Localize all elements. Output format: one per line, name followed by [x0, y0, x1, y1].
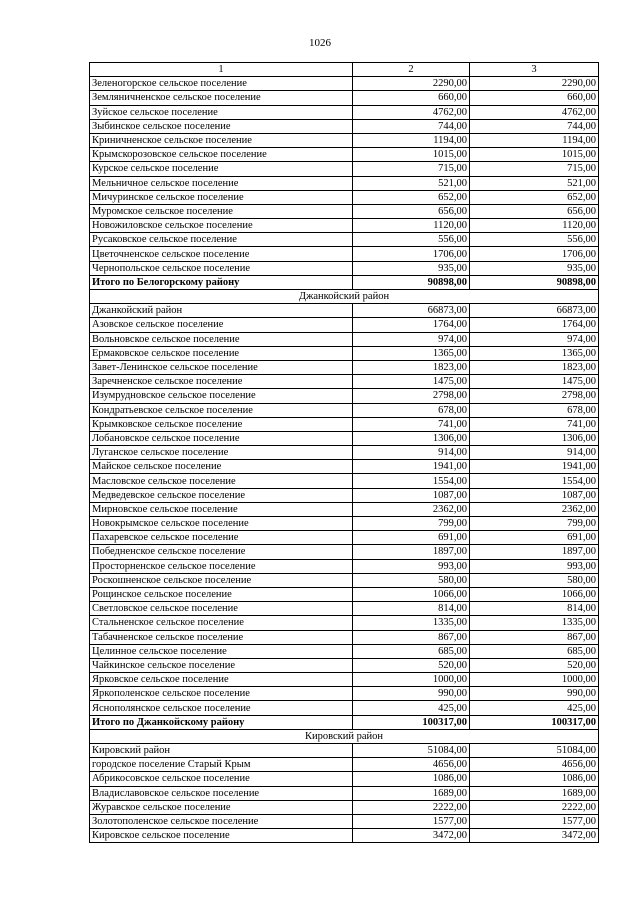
- row-value-col-2: 2290,00: [353, 77, 470, 91]
- row-value-col-3: 1764,00: [470, 318, 599, 332]
- row-value-col-2: 2798,00: [353, 389, 470, 403]
- row-value-col-2: 652,00: [353, 190, 470, 204]
- row-name: Ермаковское сельское поселение: [90, 346, 353, 360]
- row-name: Стальненское сельское поселение: [90, 616, 353, 630]
- row-value-col-2: 1335,00: [353, 616, 470, 630]
- section-title: Кировский район: [90, 729, 599, 743]
- row-name: Земляничненское сельское поселение: [90, 91, 353, 105]
- table-row: [90, 602, 599, 616]
- row-value-col-2: 1087,00: [353, 488, 470, 502]
- total-row: [90, 715, 599, 729]
- table-row: [90, 346, 599, 360]
- table-row: [90, 587, 599, 601]
- header-col-2: 2: [353, 63, 470, 77]
- row-name: Новожиловское сельское поселение: [90, 219, 353, 233]
- table-row: [90, 531, 599, 545]
- total-row: [90, 275, 599, 289]
- table-row: [90, 318, 599, 332]
- table-row: [90, 389, 599, 403]
- row-name: Итого по Белогорскому району: [90, 275, 353, 289]
- table-row: [90, 474, 599, 488]
- row-name: Чернопольское сельское поселение: [90, 261, 353, 275]
- table-row: [90, 630, 599, 644]
- row-value-col-2: 660,00: [353, 91, 470, 105]
- row-value-col-2: 814,00: [353, 602, 470, 616]
- table-row: [90, 829, 599, 843]
- row-name: Чайкинское сельское поселение: [90, 658, 353, 672]
- row-value-col-2: 1706,00: [353, 247, 470, 261]
- row-name: Рощинское сельское поселение: [90, 587, 353, 601]
- row-value-col-2: 556,00: [353, 233, 470, 247]
- table-body: [90, 77, 599, 843]
- row-name: Луганское сельское поселение: [90, 446, 353, 460]
- row-name: Кировское сельское поселение: [90, 829, 353, 843]
- row-name: Муромское сельское поселение: [90, 204, 353, 218]
- row-value-col-3: 1689,00: [470, 786, 599, 800]
- row-name: Ярковское сельское поселение: [90, 673, 353, 687]
- row-name: Победненское сельское поселение: [90, 545, 353, 559]
- row-value-col-3: 1066,00: [470, 587, 599, 601]
- row-value-col-2: 521,00: [353, 176, 470, 190]
- table-row: [90, 247, 599, 261]
- row-value-col-3: 974,00: [470, 332, 599, 346]
- row-value-col-2: 990,00: [353, 687, 470, 701]
- row-value-col-3: 4656,00: [470, 758, 599, 772]
- row-value-col-3: 1015,00: [470, 148, 599, 162]
- row-value-col-2: 4762,00: [353, 105, 470, 119]
- row-value-col-3: 744,00: [470, 119, 599, 133]
- row-name: Пахаревское сельское поселение: [90, 531, 353, 545]
- row-name: Крымскорозовское сельское поселение: [90, 148, 353, 162]
- table-row: [90, 616, 599, 630]
- row-value-col-3: 4762,00: [470, 105, 599, 119]
- row-value-col-3: 580,00: [470, 573, 599, 587]
- table-row: [90, 119, 599, 133]
- row-name: Журавское сельское поселение: [90, 800, 353, 814]
- row-value-col-3: 993,00: [470, 559, 599, 573]
- row-name: Крымковское сельское поселение: [90, 417, 353, 431]
- row-value-col-3: 935,00: [470, 261, 599, 275]
- table-row: [90, 673, 599, 687]
- row-value-col-3: 2290,00: [470, 77, 599, 91]
- row-value-col-2: 691,00: [353, 531, 470, 545]
- table-row: [90, 744, 599, 758]
- row-value-col-3: 1335,00: [470, 616, 599, 630]
- row-value-col-3: 652,00: [470, 190, 599, 204]
- table-row: [90, 658, 599, 672]
- table-row: [90, 261, 599, 275]
- table-row: [90, 304, 599, 318]
- row-value-col-2: 974,00: [353, 332, 470, 346]
- table-row: [90, 375, 599, 389]
- row-name: Абрикосовское сельское поселение: [90, 772, 353, 786]
- row-value-col-2: 1000,00: [353, 673, 470, 687]
- table-row: [90, 133, 599, 147]
- table-row: [90, 162, 599, 176]
- row-value-col-2: 715,00: [353, 162, 470, 176]
- row-value-col-3: 1000,00: [470, 673, 599, 687]
- row-value-col-3: 741,00: [470, 417, 599, 431]
- table-row: [90, 644, 599, 658]
- row-value-col-2: 90898,00: [353, 275, 470, 289]
- row-name: Завет-Ленинское сельское поселение: [90, 360, 353, 374]
- row-value-col-3: 1897,00: [470, 545, 599, 559]
- row-value-col-3: 1087,00: [470, 488, 599, 502]
- row-value-col-2: 1577,00: [353, 814, 470, 828]
- row-value-col-3: 678,00: [470, 403, 599, 417]
- row-value-col-3: 715,00: [470, 162, 599, 176]
- row-name: Кондратьевское сельское поселение: [90, 403, 353, 417]
- row-name: Целинное сельское поселение: [90, 644, 353, 658]
- row-value-col-2: 1554,00: [353, 474, 470, 488]
- table-row: [90, 332, 599, 346]
- row-value-col-3: 51084,00: [470, 744, 599, 758]
- row-value-col-3: 1306,00: [470, 431, 599, 445]
- row-name: Майское сельское поселение: [90, 460, 353, 474]
- row-value-col-3: 660,00: [470, 91, 599, 105]
- row-name: Лобановское сельское поселение: [90, 431, 353, 445]
- row-value-col-2: 520,00: [353, 658, 470, 672]
- table-row: [90, 204, 599, 218]
- row-value-col-2: 685,00: [353, 644, 470, 658]
- row-value-col-2: 1941,00: [353, 460, 470, 474]
- row-value-col-3: 90898,00: [470, 275, 599, 289]
- header-col-3: 3: [470, 63, 599, 77]
- table-row: [90, 559, 599, 573]
- row-value-col-2: 2362,00: [353, 502, 470, 516]
- row-name: Золотополенское сельское поселение: [90, 814, 353, 828]
- row-value-col-2: 1475,00: [353, 375, 470, 389]
- row-value-col-3: 685,00: [470, 644, 599, 658]
- row-value-col-2: 799,00: [353, 517, 470, 531]
- row-name: Заречненское сельское поселение: [90, 375, 353, 389]
- row-value-col-3: 520,00: [470, 658, 599, 672]
- row-name: Табачненское сельское поселение: [90, 630, 353, 644]
- table-row: [90, 517, 599, 531]
- table-row: [90, 800, 599, 814]
- row-value-col-2: 3472,00: [353, 829, 470, 843]
- row-value-col-3: 100317,00: [470, 715, 599, 729]
- table-row: [90, 360, 599, 374]
- row-value-col-2: 867,00: [353, 630, 470, 644]
- table-row: [90, 502, 599, 516]
- row-value-col-2: 1066,00: [353, 587, 470, 601]
- row-name: Вольновское сельское поселение: [90, 332, 353, 346]
- table-row: [90, 219, 599, 233]
- table-row: [90, 77, 599, 91]
- table-row: [90, 786, 599, 800]
- table-row: [90, 687, 599, 701]
- data-table: [89, 62, 599, 843]
- table-row: [90, 91, 599, 105]
- row-name: Яркополенское сельское поселение: [90, 687, 353, 701]
- table-row: [90, 105, 599, 119]
- row-value-col-3: 799,00: [470, 517, 599, 531]
- table-row: [90, 148, 599, 162]
- row-value-col-2: 1120,00: [353, 219, 470, 233]
- row-value-col-2: 1823,00: [353, 360, 470, 374]
- section-row: [90, 290, 599, 304]
- row-value-col-3: 914,00: [470, 446, 599, 460]
- table-row: [90, 190, 599, 204]
- row-value-col-3: 2362,00: [470, 502, 599, 516]
- row-name: Новокрымское сельское поселение: [90, 517, 353, 531]
- row-value-col-3: 3472,00: [470, 829, 599, 843]
- header-col-1: 1: [90, 63, 353, 77]
- row-value-col-2: 1306,00: [353, 431, 470, 445]
- row-name: Медведевское сельское поселение: [90, 488, 353, 502]
- row-value-col-3: 656,00: [470, 204, 599, 218]
- row-name: Светловское сельское поселение: [90, 602, 353, 616]
- table-row: [90, 233, 599, 247]
- row-value-col-3: 691,00: [470, 531, 599, 545]
- row-name: Зыбинское сельское поселение: [90, 119, 353, 133]
- row-value-col-3: 814,00: [470, 602, 599, 616]
- table-row: [90, 488, 599, 502]
- row-value-col-3: 867,00: [470, 630, 599, 644]
- table-row: [90, 701, 599, 715]
- row-name: Курское сельское поселение: [90, 162, 353, 176]
- row-value-col-3: 521,00: [470, 176, 599, 190]
- table-row: [90, 814, 599, 828]
- row-value-col-3: 66873,00: [470, 304, 599, 318]
- row-value-col-2: 993,00: [353, 559, 470, 573]
- row-value-col-3: 1554,00: [470, 474, 599, 488]
- row-value-col-2: 2222,00: [353, 800, 470, 814]
- row-value-col-3: 1086,00: [470, 772, 599, 786]
- section-row: [90, 729, 599, 743]
- row-value-col-2: 741,00: [353, 417, 470, 431]
- row-value-col-2: 1365,00: [353, 346, 470, 360]
- row-value-col-2: 580,00: [353, 573, 470, 587]
- row-name: Русаковское сельское поселение: [90, 233, 353, 247]
- table-row: [90, 573, 599, 587]
- row-name: городское поселение Старый Крым: [90, 758, 353, 772]
- row-name: Мельничное сельское поселение: [90, 176, 353, 190]
- row-value-col-3: 1120,00: [470, 219, 599, 233]
- row-name: Зуйское сельское поселение: [90, 105, 353, 119]
- row-name: Яснополянское сельское поселение: [90, 701, 353, 715]
- row-name: Джанкойский район: [90, 304, 353, 318]
- table-row: [90, 772, 599, 786]
- row-value-col-2: 914,00: [353, 446, 470, 460]
- row-value-col-2: 1764,00: [353, 318, 470, 332]
- row-value-col-3: 1823,00: [470, 360, 599, 374]
- table-row: [90, 403, 599, 417]
- header-row: [90, 63, 599, 77]
- row-value-col-3: 1194,00: [470, 133, 599, 147]
- row-value-col-2: 935,00: [353, 261, 470, 275]
- row-name: Кировский район: [90, 744, 353, 758]
- table-row: [90, 545, 599, 559]
- row-value-col-3: 2222,00: [470, 800, 599, 814]
- page-number: 1026: [309, 37, 331, 49]
- table-row: [90, 417, 599, 431]
- row-name: Изумрудновское сельское поселение: [90, 389, 353, 403]
- row-name: Зеленогорское сельское поселение: [90, 77, 353, 91]
- row-name: Итого по Джанкойскому району: [90, 715, 353, 729]
- table-row: [90, 431, 599, 445]
- row-value-col-3: 425,00: [470, 701, 599, 715]
- row-name: Мичуринское сельское поселение: [90, 190, 353, 204]
- row-value-col-2: 1194,00: [353, 133, 470, 147]
- row-value-col-3: 1941,00: [470, 460, 599, 474]
- row-value-col-2: 4656,00: [353, 758, 470, 772]
- row-value-col-3: 2798,00: [470, 389, 599, 403]
- table-row: [90, 446, 599, 460]
- row-value-col-3: 1706,00: [470, 247, 599, 261]
- row-value-col-3: 1475,00: [470, 375, 599, 389]
- row-name: Масловское сельское поселение: [90, 474, 353, 488]
- row-value-col-3: 556,00: [470, 233, 599, 247]
- row-value-col-3: 990,00: [470, 687, 599, 701]
- row-name: Роскошненское сельское поселение: [90, 573, 353, 587]
- row-value-col-2: 1015,00: [353, 148, 470, 162]
- section-title: Джанкойский район: [90, 290, 599, 304]
- row-value-col-2: 100317,00: [353, 715, 470, 729]
- row-value-col-2: 1897,00: [353, 545, 470, 559]
- row-value-col-2: 678,00: [353, 403, 470, 417]
- row-value-col-3: 1365,00: [470, 346, 599, 360]
- row-value-col-2: 66873,00: [353, 304, 470, 318]
- row-name: Криничненское сельское поселение: [90, 133, 353, 147]
- row-value-col-2: 51084,00: [353, 744, 470, 758]
- row-name: Владиславовское сельское поселение: [90, 786, 353, 800]
- table-row: [90, 758, 599, 772]
- table-row: [90, 176, 599, 190]
- row-value-col-2: 1689,00: [353, 786, 470, 800]
- row-value-col-3: 1577,00: [470, 814, 599, 828]
- table-row: [90, 460, 599, 474]
- row-value-col-2: 1086,00: [353, 772, 470, 786]
- row-name: Просторненское сельское поселение: [90, 559, 353, 573]
- row-name: Мирновское сельское поселение: [90, 502, 353, 516]
- row-value-col-2: 744,00: [353, 119, 470, 133]
- row-name: Цветочненское сельское поселение: [90, 247, 353, 261]
- row-name: Азовское сельское поселение: [90, 318, 353, 332]
- row-value-col-2: 425,00: [353, 701, 470, 715]
- row-value-col-2: 656,00: [353, 204, 470, 218]
